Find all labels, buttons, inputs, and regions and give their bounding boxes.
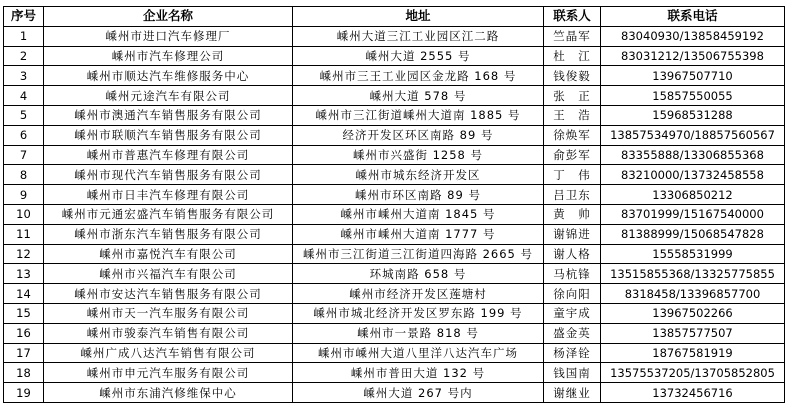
cell-contact-phone: 83701999/15167540000 <box>601 204 785 224</box>
cell-address: 嵊州市一景路 818 号 <box>293 323 544 343</box>
cell-serial: 3 <box>4 66 44 86</box>
table-row <box>4 145 785 165</box>
cell-contact-person: 杜 江 <box>544 46 601 66</box>
header-company-name: 企业名称 <box>44 7 293 27</box>
cell-contact-person: 童宇成 <box>544 303 601 323</box>
cell-address: 嵊州市嵊州大道八里洋八达汽车广场 <box>293 343 544 363</box>
table-row <box>4 105 785 125</box>
cell-serial: 14 <box>4 284 44 304</box>
cell-address: 嵊州市嵊州大道南 1777 号 <box>293 224 544 244</box>
cell-contact-person: 谢人格 <box>544 244 601 264</box>
cell-company-name: 嵊州市日丰汽车修理有限公司 <box>44 185 293 205</box>
cell-serial: 2 <box>4 46 44 66</box>
cell-address: 嵊州市嵊州大道南 1845 号 <box>293 204 544 224</box>
cell-address: 嵊州市普田大道 132 号 <box>293 363 544 383</box>
cell-contact-person: 钱俊毅 <box>544 66 601 86</box>
cell-company-name: 嵊州市嘉悦汽车有限公司 <box>44 244 293 264</box>
cell-company-name: 嵊州市汽车修理公司 <box>44 46 293 66</box>
cell-address: 嵊州市城东经济开发区 <box>293 165 544 185</box>
cell-company-name: 嵊州市元通宏盛汽车销售服务有限公司 <box>44 204 293 224</box>
table-body <box>4 26 785 402</box>
cell-serial: 17 <box>4 343 44 363</box>
cell-serial: 12 <box>4 244 44 264</box>
cell-company-name: 嵊州广成八达汽车销售有限公司 <box>44 343 293 363</box>
cell-company-name: 嵊州市骏泰汽车销售有限公司 <box>44 323 293 343</box>
cell-contact-person: 谢锦进 <box>544 224 601 244</box>
cell-contact-person: 钱国南 <box>544 363 601 383</box>
table-row <box>4 86 785 106</box>
cell-contact-person: 丁 伟 <box>544 165 601 185</box>
cell-serial: 10 <box>4 204 44 224</box>
cell-contact-phone: 13967502266 <box>601 303 785 323</box>
cell-address: 嵊州大道 267 号内 <box>293 383 544 403</box>
cell-address: 嵊州市环区南路 89 号 <box>293 185 544 205</box>
cell-contact-person: 盛金英 <box>544 323 601 343</box>
table-row <box>4 125 785 145</box>
cell-contact-person: 吕卫东 <box>544 185 601 205</box>
cell-company-name: 嵊州市普惠汽车修理有限公司 <box>44 145 293 165</box>
table-row <box>4 204 785 224</box>
cell-company-name: 嵊州市兴福汽车有限公司 <box>44 264 293 284</box>
cell-contact-person: 杨泽铨 <box>544 343 601 363</box>
cell-contact-phone: 13732456716 <box>601 383 785 403</box>
cell-contact-person: 黄 帅 <box>544 204 601 224</box>
cell-contact-phone: 15968531288 <box>601 105 785 125</box>
cell-serial: 4 <box>4 86 44 106</box>
cell-contact-phone: 13857534970/18857560567 <box>601 125 785 145</box>
cell-contact-phone: 81388999/15068547828 <box>601 224 785 244</box>
cell-address: 嵊州大道 2555 号 <box>293 46 544 66</box>
cell-contact-person: 张 正 <box>544 86 601 106</box>
table-row <box>4 244 785 264</box>
cell-serial: 16 <box>4 323 44 343</box>
cell-serial: 15 <box>4 303 44 323</box>
cell-company-name: 嵊州市天一汽车服务有限公司 <box>44 303 293 323</box>
cell-contact-person: 徐向阳 <box>544 284 601 304</box>
cell-contact-phone: 83210000/13732458558 <box>601 165 785 185</box>
cell-address: 环城南路 658 号 <box>293 264 544 284</box>
table-row <box>4 185 785 205</box>
cell-serial: 11 <box>4 224 44 244</box>
cell-address: 经济开发区环区南路 89 号 <box>293 125 544 145</box>
enterprise-table-container <box>3 6 785 403</box>
table-row <box>4 284 785 304</box>
cell-contact-phone: 13575537205/13705852805 <box>601 363 785 383</box>
cell-company-name: 嵊州市东浦汽修维保中心 <box>44 383 293 403</box>
cell-contact-phone: 18767581919 <box>601 343 785 363</box>
cell-contact-phone: 83031212/13506755398 <box>601 46 785 66</box>
table-row <box>4 26 785 46</box>
cell-serial: 13 <box>4 264 44 284</box>
cell-address: 嵊州市经济开发区莲塘村 <box>293 284 544 304</box>
table-row <box>4 363 785 383</box>
cell-serial: 18 <box>4 363 44 383</box>
cell-company-name: 嵊州市进口汽车修理厂 <box>44 26 293 46</box>
cell-contact-phone: 15857550055 <box>601 86 785 106</box>
table-row <box>4 224 785 244</box>
cell-contact-phone: 83040930/13858459192 <box>601 26 785 46</box>
cell-contact-phone: 13515855368/13325775855 <box>601 264 785 284</box>
cell-contact-person: 徐焕军 <box>544 125 601 145</box>
cell-serial: 19 <box>4 383 44 403</box>
cell-contact-person: 谢继业 <box>544 383 601 403</box>
cell-contact-person: 王 浩 <box>544 105 601 125</box>
table-row <box>4 46 785 66</box>
cell-address: 嵊州大道三江工业园区江二路 <box>293 26 544 46</box>
table-row <box>4 343 785 363</box>
cell-company-name: 嵊州市联顺汽车销售服务有限公司 <box>44 125 293 145</box>
cell-address: 嵊州市三江街道嵊州大道南 1885 号 <box>293 105 544 125</box>
cell-serial: 9 <box>4 185 44 205</box>
enterprise-contact-table <box>3 6 785 403</box>
cell-contact-phone: 83355888/13306855368 <box>601 145 785 165</box>
cell-company-name: 嵊州市澳通汽车销售服务有限公司 <box>44 105 293 125</box>
cell-serial: 1 <box>4 26 44 46</box>
cell-company-name: 嵊州市顺达汽车维修服务中心 <box>44 66 293 86</box>
table-row <box>4 165 785 185</box>
table-row <box>4 264 785 284</box>
cell-company-name: 嵊州市安达汽车销售服务有限公司 <box>44 284 293 304</box>
cell-contact-person: 竺晶军 <box>544 26 601 46</box>
header-address: 地址 <box>293 7 544 27</box>
cell-address: 嵊州市城北经济开发区罗东路 199 号 <box>293 303 544 323</box>
cell-address: 嵊州大道 578 号 <box>293 86 544 106</box>
cell-company-name: 嵊州元途汽车有限公司 <box>44 86 293 106</box>
header-contact-phone: 联系电话 <box>601 7 785 27</box>
table-row <box>4 323 785 343</box>
cell-address: 嵊州市三江街道三江街道四海路 2665 号 <box>293 244 544 264</box>
cell-company-name: 嵊州市现代汽车销售服务有限公司 <box>44 165 293 185</box>
table-row <box>4 303 785 323</box>
cell-contact-phone: 8318458/13396857700 <box>601 284 785 304</box>
cell-contact-person: 俞彭军 <box>544 145 601 165</box>
cell-contact-phone: 13857577507 <box>601 323 785 343</box>
cell-company-name: 嵊州市申元汽车服务有限公司 <box>44 363 293 383</box>
cell-contact-person: 马杭锋 <box>544 264 601 284</box>
cell-serial: 6 <box>4 125 44 145</box>
cell-contact-phone: 13306850212 <box>601 185 785 205</box>
cell-contact-phone: 13967507710 <box>601 66 785 86</box>
header-serial: 序号 <box>4 7 44 27</box>
table-row <box>4 383 785 403</box>
cell-serial: 7 <box>4 145 44 165</box>
cell-contact-phone: 15558531999 <box>601 244 785 264</box>
cell-serial: 5 <box>4 105 44 125</box>
table-header-row <box>4 7 785 27</box>
cell-serial: 8 <box>4 165 44 185</box>
table-row <box>4 66 785 86</box>
cell-address: 嵊州市三王工业园区金龙路 168 号 <box>293 66 544 86</box>
cell-address: 嵊州市兴盛街 1258 号 <box>293 145 544 165</box>
header-contact-person: 联系人 <box>544 7 601 27</box>
cell-company-name: 嵊州市浙东汽车销售服务有限公司 <box>44 224 293 244</box>
